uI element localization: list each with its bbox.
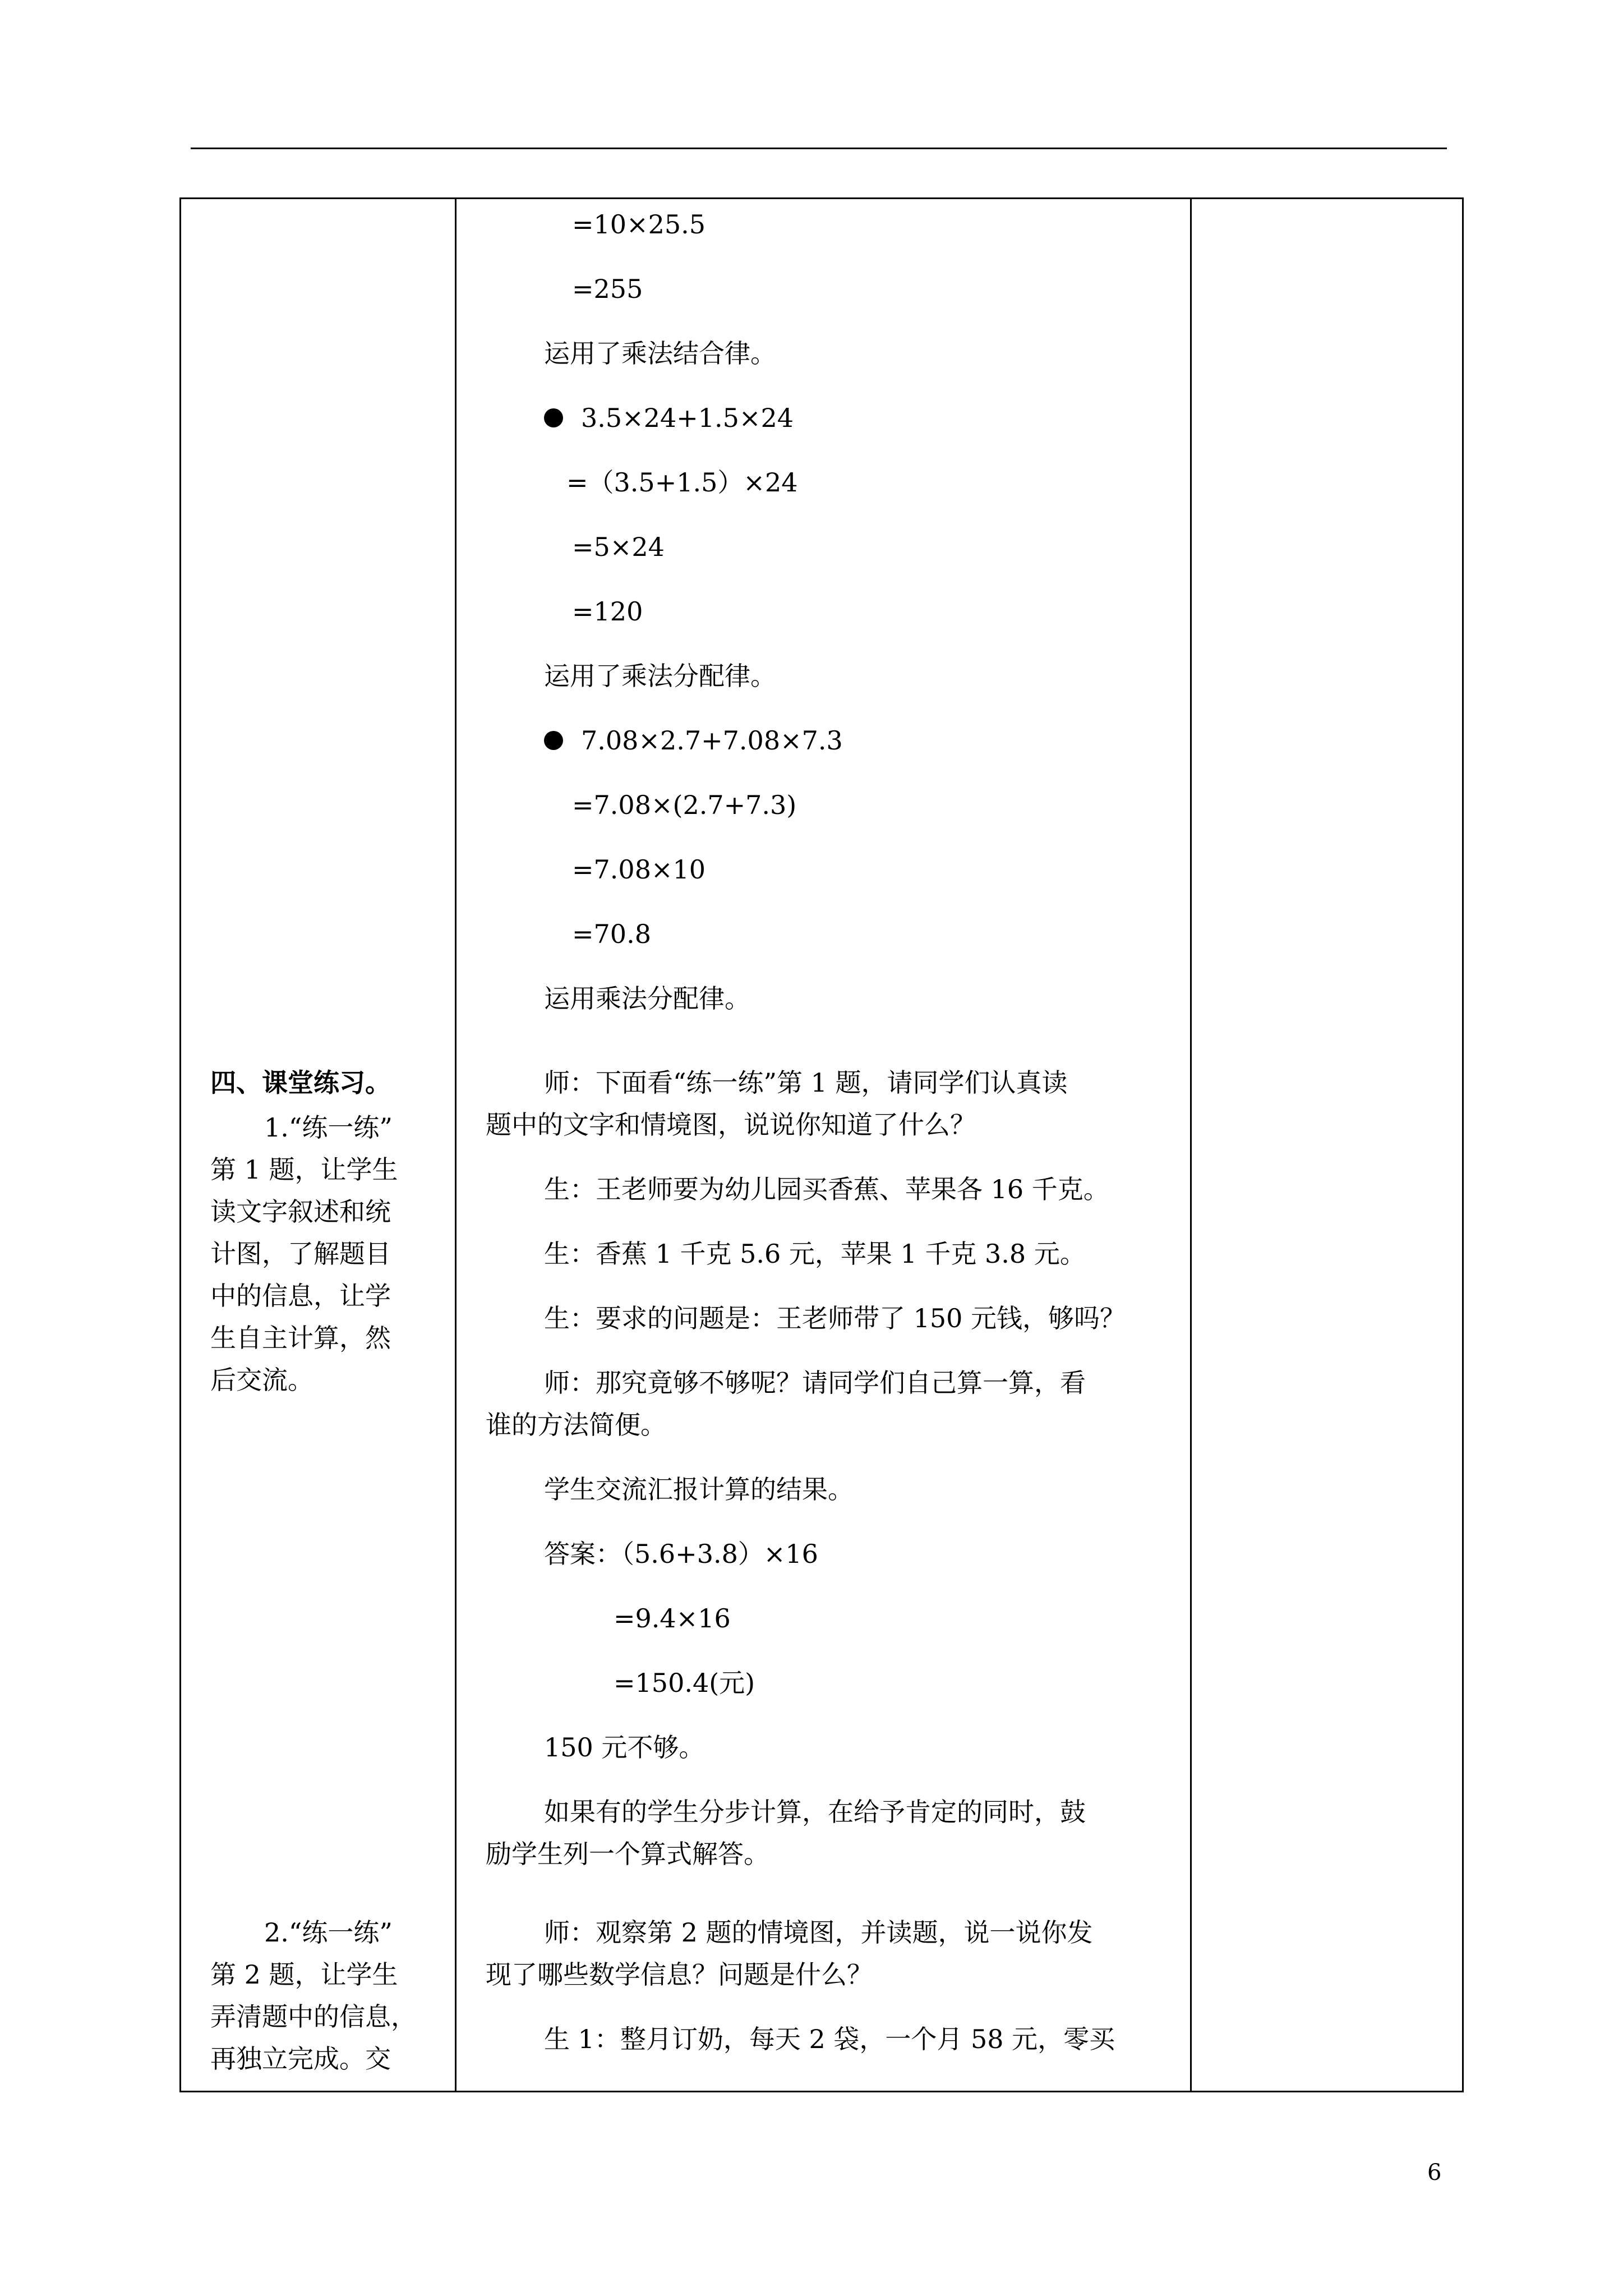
page-number: 6: [1427, 2160, 1442, 2185]
teaching-step-cell: [181, 199, 456, 2092]
bullet-icon: [544, 408, 563, 427]
calc-line: =70.8: [572, 919, 651, 949]
header-rule: [191, 148, 1447, 149]
calc-line: =5×24: [572, 532, 665, 562]
lesson-table: [179, 197, 1464, 2092]
teaching-process-cell: [456, 199, 1191, 2092]
note-line: 学生交流汇报计算的结果。: [544, 1474, 854, 1504]
calc-line: =（3.5+1.5）×24: [566, 467, 798, 498]
dialogue-line: 师：那究竟够不够呢？请同学们自己算一算，看: [544, 1368, 1086, 1398]
calc-line: =255: [572, 274, 643, 304]
step-text: 后交流。: [210, 1365, 313, 1395]
step-text: 读文字叙述和统: [210, 1197, 391, 1227]
note-line: 励学生列一个算式解答。: [486, 1839, 769, 1869]
dialogue-line: 谁的方法简便。: [486, 1410, 666, 1440]
section-heading: 四、课堂练习。: [210, 1068, 391, 1098]
step-text: 中的信息，让学: [210, 1281, 391, 1311]
dialogue-line: 题中的文字和情境图，说说你知道了什么？: [486, 1110, 976, 1140]
bullet-icon: [544, 731, 563, 750]
step-text: 第 2 题，让学生: [210, 1959, 398, 1990]
calc-line: 7.08×2.7+7.08×7.3: [544, 724, 843, 757]
dialogue-line: 现了哪些数学信息？问题是什么？: [486, 1959, 873, 1990]
dialogue-line: 生：王老师要为幼儿园买香蕉、苹果各 16 千克。: [544, 1174, 1109, 1204]
calc-line: =150.4(元): [614, 1668, 755, 1698]
dialogue-line: 生 1：整月订奶，每天 2 袋，一个月 58 元，零买: [544, 2024, 1115, 2054]
step-text: 计图，了解题目: [210, 1239, 391, 1269]
step-text: 第 1 题，让学生: [210, 1154, 398, 1185]
calc-line: =9.4×16: [614, 1603, 731, 1634]
dialogue-line: 师：下面看“练一练”第 1 题，请同学们认真读: [544, 1068, 1068, 1098]
calc-line: =10×25.5: [572, 209, 706, 240]
dialogue-line: 生：香蕉 1 千克 5.6 元，苹果 1 千克 3.8 元。: [544, 1239, 1086, 1269]
note-line: 运用了乘法结合律。: [544, 338, 776, 369]
dialogue-line: 师：观察第 2 题的情境图，并读题，说一说你发: [544, 1917, 1093, 1948]
note-line: 运用了乘法分配律。: [544, 661, 776, 691]
calc-line: =7.08×(2.7+7.3): [572, 790, 797, 820]
step-text: 2.“练一练”: [264, 1917, 393, 1948]
notes-cell: [1191, 199, 1463, 2092]
calc-line: =7.08×10: [572, 854, 706, 885]
step-text: 再独立完成。交: [210, 2044, 391, 2074]
calc-line: 答案：（5.6+3.8）×16: [544, 1539, 818, 1569]
note-line: 如果有的学生分步计算，在给予肯定的同时，鼓: [544, 1797, 1086, 1827]
step-text: 弄清题中的信息，: [210, 2001, 417, 2032]
dialogue-line: 生：要求的问题是：王老师带了 150 元钱，够吗？: [544, 1303, 1126, 1333]
calc-line: 3.5×24+1.5×24: [544, 401, 794, 435]
step-text: 生自主计算，然: [210, 1323, 391, 1353]
calc-line: =120: [572, 596, 643, 627]
note-line: 运用乘法分配律。: [544, 983, 750, 1014]
step-text: 1.“练一练”: [264, 1112, 393, 1143]
table-row: [181, 199, 1463, 2092]
note-line: 150 元不够。: [544, 1732, 705, 1763]
